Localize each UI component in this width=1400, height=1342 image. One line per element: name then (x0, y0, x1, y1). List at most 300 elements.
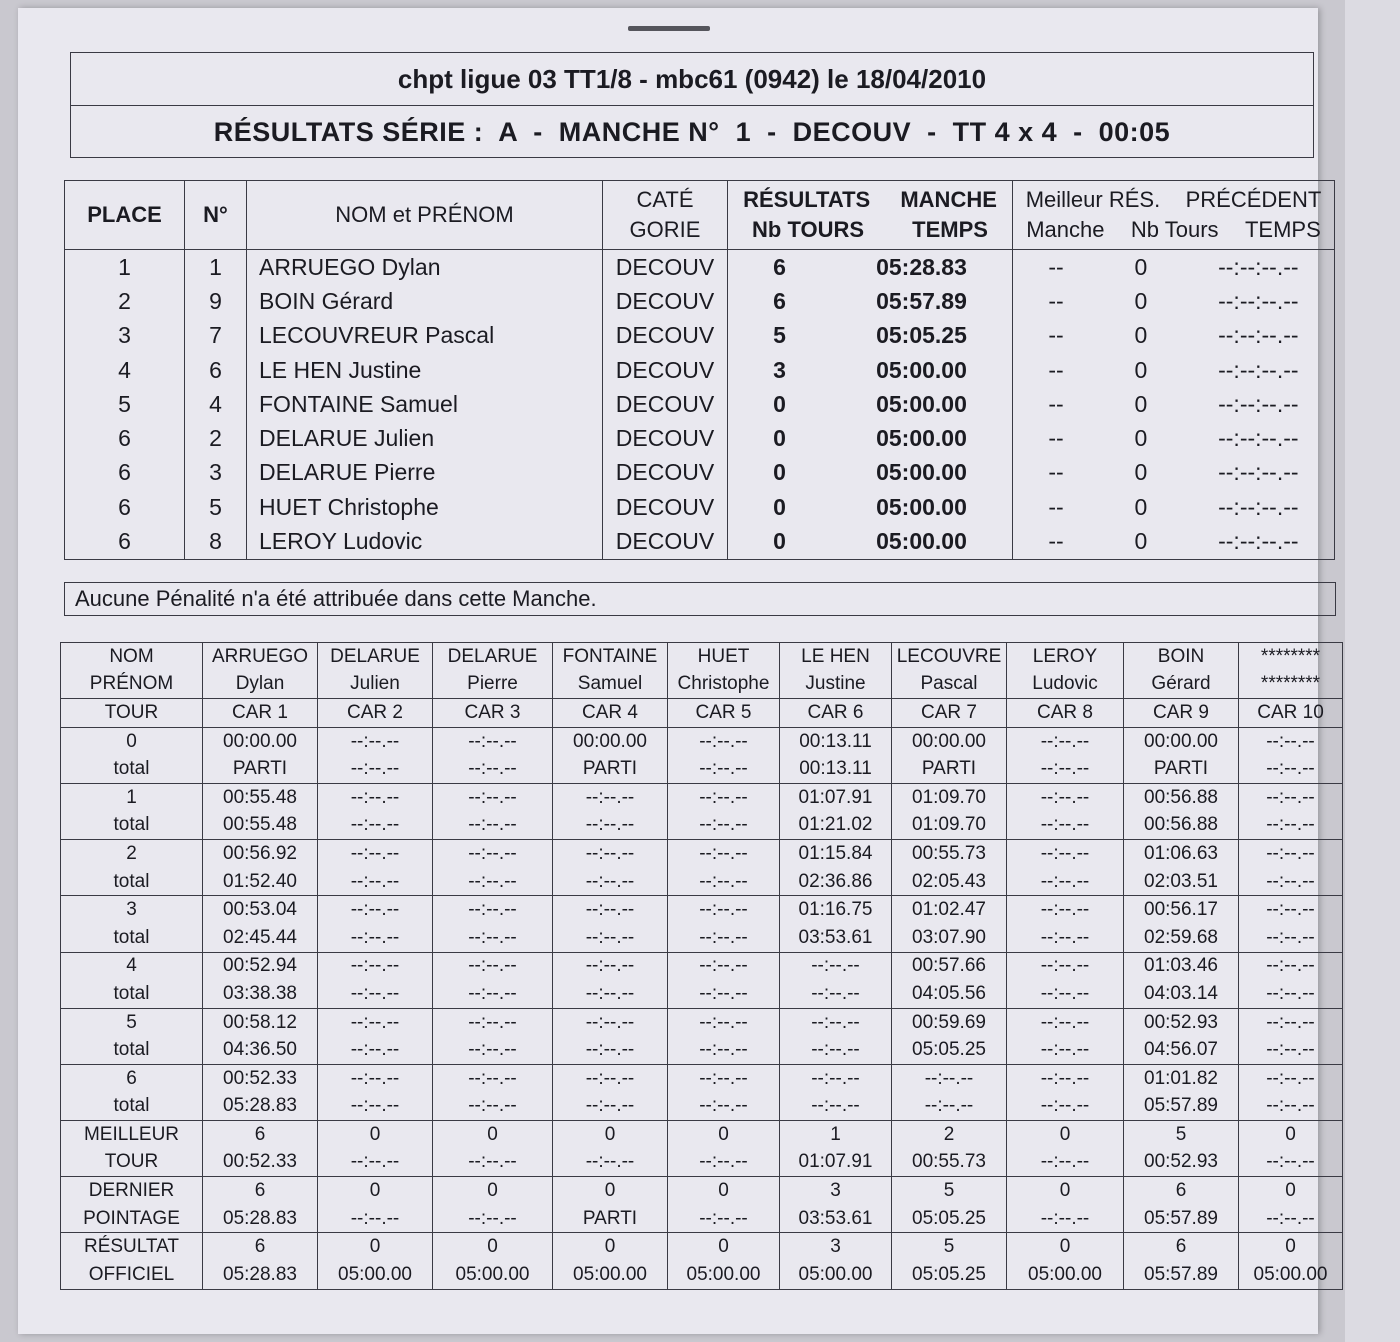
lap-time: --:--.-- (668, 896, 780, 924)
lap-time: --:--.-- (318, 1064, 433, 1092)
lap-time: --:--.-- (668, 952, 780, 980)
lap-total: --:--.-- (553, 868, 668, 896)
driver-firstname: Pierre (433, 671, 553, 699)
result-race (728, 421, 1013, 455)
lap-time: --:--.-- (668, 1008, 780, 1036)
lap-time: 3 (780, 1233, 892, 1261)
lap-total: 05:05.25 (892, 1036, 1007, 1064)
result-driver-name: ARRUEGO Dylan (247, 250, 603, 285)
lap-time: --:--.-- (318, 727, 433, 755)
lap-total: --:--.-- (1239, 1205, 1343, 1233)
lap-total: --:--.-- (780, 1036, 892, 1064)
prev-laps: 0 (1134, 459, 1148, 486)
lap-time: 0 (1239, 1177, 1343, 1205)
prev-manche: -- (1048, 253, 1064, 280)
lap-time: 0 (553, 1121, 668, 1149)
driver-lastname: LECOUVRE (892, 643, 1007, 671)
lap-total: --:--.-- (318, 812, 433, 840)
lap-time: --:--.-- (1007, 727, 1124, 755)
lap-time: 0 (1239, 1121, 1343, 1149)
result-previous (1013, 250, 1335, 285)
lap-time: --:--.-- (553, 896, 668, 924)
lap-total: 05:05.25 (892, 1261, 1007, 1289)
driver-lastname: DELARUE (318, 643, 433, 671)
lap-total: 04:05.56 (892, 980, 1007, 1008)
prev-manche: -- (1048, 356, 1064, 383)
lap-time: 3 (780, 1177, 892, 1205)
prev-manche: -- (1048, 425, 1064, 452)
lap-total-row (61, 755, 1343, 783)
lap-total: 05:00.00 (668, 1261, 780, 1289)
lap-label: DERNIER (61, 1177, 203, 1205)
lap-label-total: total (61, 980, 203, 1008)
lap-time: 0 (668, 1121, 780, 1149)
lap-time: 00:52.94 (203, 952, 318, 980)
lap-total: --:--.-- (553, 980, 668, 1008)
prev-manche: -- (1048, 459, 1064, 486)
car-label: CAR 2 (318, 699, 433, 728)
lap-total: --:--.-- (433, 1205, 553, 1233)
col-place: PLACE (65, 181, 185, 250)
lap-total: 04:03.14 (1124, 980, 1239, 1008)
prev-time: --:--:--.-- (1218, 356, 1299, 383)
prev-time: --:--:--.-- (1218, 287, 1299, 314)
lap-time: --:--.-- (553, 1064, 668, 1092)
lap-label-total: total (61, 868, 203, 896)
result-race (728, 353, 1013, 387)
prev-laps: 0 (1134, 253, 1148, 280)
lap-total: --:--.-- (433, 755, 553, 783)
lap-time: 00:00.00 (892, 727, 1007, 755)
car-label: CAR 7 (892, 699, 1007, 728)
lap-total: --:--.-- (553, 1149, 668, 1177)
label-nom: NOM (61, 643, 203, 671)
result-category: DECOUV (603, 387, 728, 421)
lap-label-total: TOUR (61, 1149, 203, 1177)
result-place: 1 (65, 250, 185, 285)
lap-time: --:--.-- (1239, 840, 1343, 868)
col-num: N° (185, 181, 247, 250)
lap-label: RÉSULTAT (61, 1233, 203, 1261)
result-row (65, 524, 1335, 559)
lap-label-total: total (61, 1036, 203, 1064)
lap-total: --:--.-- (318, 1093, 433, 1121)
lap-time: 0 (433, 1121, 553, 1149)
lap-label: 1 (61, 783, 203, 811)
lap-total: --:--.-- (1007, 868, 1124, 896)
lap-total: --:--.-- (668, 1036, 780, 1064)
result-place: 6 (65, 490, 185, 524)
lap-total-row (61, 1036, 1343, 1064)
lap-time: 0 (668, 1177, 780, 1205)
result-previous (1013, 387, 1335, 421)
lap-time: --:--.-- (1239, 783, 1343, 811)
driver-firstname: Ludovic (1007, 671, 1124, 699)
result-place: 2 (65, 284, 185, 318)
lap-time: --:--.-- (1007, 840, 1124, 868)
lap-total: --:--.-- (318, 755, 433, 783)
lap-time: 00:56.92 (203, 840, 318, 868)
lap-total: PARTI (203, 755, 318, 783)
lap-label-total: total (61, 812, 203, 840)
driver-firstname: Dylan (203, 671, 318, 699)
lap-total: --:--.-- (433, 1036, 553, 1064)
lap-total: --:--.-- (668, 868, 780, 896)
lap-total: --:--.-- (433, 1149, 553, 1177)
lap-total: --:--.-- (433, 812, 553, 840)
lap-time: --:--.-- (433, 952, 553, 980)
result-time: 05:28.83 (876, 253, 967, 280)
lap-total: 03:38.38 (203, 980, 318, 1008)
lap-time: --:--.-- (1007, 783, 1124, 811)
lap-time: 0 (433, 1177, 553, 1205)
lap-total: --:--.-- (1007, 1149, 1124, 1177)
prev-time: --:--:--.-- (1218, 425, 1299, 452)
lap-total: --:--.-- (318, 868, 433, 896)
lap-time: 0 (553, 1177, 668, 1205)
result-race (728, 250, 1013, 285)
lap-time: 1 (780, 1121, 892, 1149)
result-driver-name: LECOUVREUR Pascal (247, 319, 603, 353)
col-previous: Meilleur RÉS. PRÉCÉDENT Manche Nb Tours TEMPS (1013, 181, 1335, 250)
lap-time: --:--.-- (1007, 1008, 1124, 1036)
result-laps: 0 (773, 390, 786, 417)
result-laps: 0 (773, 425, 786, 452)
result-race (728, 387, 1013, 421)
lap-total: --:--.-- (553, 812, 668, 840)
prev-laps: 0 (1134, 493, 1148, 520)
lap-total: 04:56.07 (1124, 1036, 1239, 1064)
lap-time: --:--.-- (318, 1008, 433, 1036)
lap-total-row (61, 812, 1343, 840)
staple (628, 26, 710, 31)
lap-time: 00:52.33 (203, 1064, 318, 1092)
lap-time: 00:56.88 (1124, 783, 1239, 811)
car-label: CAR 5 (668, 699, 780, 728)
lap-total: --:--.-- (668, 812, 780, 840)
result-previous (1013, 421, 1335, 455)
lap-time: 00:00.00 (553, 727, 668, 755)
car-label: CAR 4 (553, 699, 668, 728)
result-driver-name: LE HEN Justine (247, 353, 603, 387)
prev-manche: -- (1048, 493, 1064, 520)
lap-label: 2 (61, 840, 203, 868)
lap-time: 01:09.70 (892, 783, 1007, 811)
lap-total: --:--.-- (1007, 1036, 1124, 1064)
result-place: 6 (65, 421, 185, 455)
results-table (64, 180, 1335, 560)
lap-total-row (61, 924, 1343, 952)
lap-total: 05:00.00 (433, 1261, 553, 1289)
lap-row (61, 896, 1343, 924)
lap-total: --:--.-- (1239, 1093, 1343, 1121)
lap-time: --:--.-- (668, 783, 780, 811)
lap-time: 00:52.93 (1124, 1008, 1239, 1036)
lap-total-row (61, 1149, 1343, 1177)
lap-time: 2 (892, 1121, 1007, 1149)
result-row (65, 319, 1335, 353)
lap-total: --:--.-- (668, 1093, 780, 1121)
lap-total: --:--.-- (318, 1205, 433, 1233)
result-row (65, 490, 1335, 524)
result-row (65, 387, 1335, 421)
driver-lastname: LE HEN (780, 643, 892, 671)
result-row (65, 353, 1335, 387)
result-place: 5 (65, 387, 185, 421)
lap-total: --:--.-- (433, 980, 553, 1008)
result-driver-name: DELARUE Julien (247, 421, 603, 455)
lap-total: --:--.-- (1007, 1093, 1124, 1121)
result-previous (1013, 319, 1335, 353)
result-place: 3 (65, 319, 185, 353)
result-number: 7 (185, 319, 247, 353)
label-prenom: PRÉNOM (61, 671, 203, 699)
car-label: CAR 3 (433, 699, 553, 728)
lap-time: 01:02.47 (892, 896, 1007, 924)
lap-total: --:--.-- (433, 924, 553, 952)
lap-total: 00:52.93 (1124, 1149, 1239, 1177)
lap-total: 01:09.70 (892, 812, 1007, 840)
result-driver-name: FONTAINE Samuel (247, 387, 603, 421)
lap-total: 01:52.40 (203, 868, 318, 896)
lap-total: --:--.-- (1007, 812, 1124, 840)
lap-total: --:--.-- (1239, 1036, 1343, 1064)
prev-time: --:--:--.-- (1218, 390, 1299, 417)
prev-laps: 0 (1134, 356, 1148, 383)
lap-time: --:--.-- (433, 783, 553, 811)
lap-total: --:--.-- (1239, 868, 1343, 896)
lap-time: 00:57.66 (892, 952, 1007, 980)
lap-row (61, 1233, 1343, 1261)
result-row (65, 284, 1335, 318)
lap-time: 6 (203, 1177, 318, 1205)
result-race (728, 456, 1013, 490)
lap-total: --:--.-- (668, 1205, 780, 1233)
result-laps: 6 (773, 253, 786, 280)
lap-total: 01:21.02 (780, 812, 892, 840)
lap-label: MEILLEUR (61, 1121, 203, 1149)
result-number: 8 (185, 524, 247, 559)
lap-label: 6 (61, 1064, 203, 1092)
lap-row (61, 1064, 1343, 1092)
lap-time: 6 (1124, 1177, 1239, 1205)
lap-time: 6 (203, 1121, 318, 1149)
lap-time: --:--.-- (433, 1008, 553, 1036)
lap-label-total: total (61, 924, 203, 952)
lap-total: --:--.-- (1239, 924, 1343, 952)
lap-total: --:--.-- (892, 1093, 1007, 1121)
driver-lastname: HUET (668, 643, 780, 671)
result-previous (1013, 524, 1335, 559)
prev-laps: 0 (1134, 425, 1148, 452)
col-category: CATÉ GORIE (603, 181, 728, 250)
lap-time: --:--.-- (553, 952, 668, 980)
result-time: 05:00.00 (876, 356, 967, 383)
lap-time: --:--.-- (1007, 896, 1124, 924)
result-time: 05:00.00 (876, 493, 967, 520)
lap-total: 05:28.83 (203, 1205, 318, 1233)
lap-total: --:--.-- (433, 868, 553, 896)
lap-label: 3 (61, 896, 203, 924)
lap-total: --:--.-- (668, 755, 780, 783)
lap-label-total: total (61, 755, 203, 783)
lap-total: --:--.-- (1007, 1205, 1124, 1233)
lap-row (61, 952, 1343, 980)
lap-time: --:--.-- (1239, 1064, 1343, 1092)
lap-total: --:--.-- (1239, 755, 1343, 783)
lap-label-total: total (61, 1093, 203, 1121)
lap-total: PARTI (553, 1205, 668, 1233)
lap-time: --:--.-- (668, 727, 780, 755)
lap-time: --:--.-- (1239, 896, 1343, 924)
result-number: 1 (185, 250, 247, 285)
prev-time: --:--:--.-- (1218, 253, 1299, 280)
driver-firstname: Justine (780, 671, 892, 699)
car-label: CAR 1 (203, 699, 318, 728)
lap-total: 02:59.68 (1124, 924, 1239, 952)
lap-total: 05:28.83 (203, 1093, 318, 1121)
result-time: 05:57.89 (876, 287, 967, 314)
car-label: CAR 10 (1239, 699, 1343, 728)
result-previous (1013, 353, 1335, 387)
lap-time: 00:53.04 (203, 896, 318, 924)
result-driver-name: LEROY Ludovic (247, 524, 603, 559)
lap-row (61, 840, 1343, 868)
col-results: RÉSULTATS MANCHE Nb TOURS TEMPS (728, 181, 1013, 250)
lap-row (61, 1121, 1343, 1149)
prev-manche: -- (1048, 390, 1064, 417)
lap-time: 0 (318, 1233, 433, 1261)
result-laps: 5 (773, 322, 786, 349)
lap-total: --:--.-- (318, 1036, 433, 1064)
prev-time: --:--:--.-- (1218, 322, 1299, 349)
prev-laps: 0 (1134, 390, 1148, 417)
lap-time: 01:03.46 (1124, 952, 1239, 980)
lap-total: 05:57.89 (1124, 1261, 1239, 1289)
prev-laps: 0 (1134, 322, 1148, 349)
lap-time: --:--.-- (318, 896, 433, 924)
lap-total: 05:00.00 (553, 1261, 668, 1289)
result-category: DECOUV (603, 456, 728, 490)
driver-firstname: Christophe (668, 671, 780, 699)
lap-label-total: POINTAGE (61, 1205, 203, 1233)
lap-time: --:--.-- (433, 727, 553, 755)
lap-total: --:--.-- (1007, 924, 1124, 952)
driver-lastname: BOIN (1124, 643, 1239, 671)
lap-time: --:--.-- (553, 840, 668, 868)
lap-time: 5 (892, 1233, 1007, 1261)
result-previous (1013, 284, 1335, 318)
lap-total: 02:05.43 (892, 868, 1007, 896)
lap-label: 4 (61, 952, 203, 980)
result-laps: 3 (773, 356, 786, 383)
lap-label: 0 (61, 727, 203, 755)
driver-firstname: Julien (318, 671, 433, 699)
lap-total: PARTI (1124, 755, 1239, 783)
lap-time: --:--.-- (318, 840, 433, 868)
driver-lastname: ******** (1239, 643, 1343, 671)
event-title: chpt ligue 03 TT1/8 - mbc61 (0942) le 18/04/2010 (71, 53, 1313, 106)
prev-manche: -- (1048, 322, 1064, 349)
lap-time: --:--.-- (892, 1064, 1007, 1092)
driver-firstname-row (61, 671, 1343, 699)
series-subtitle: RÉSULTATS SÉRIE : A - MANCHE N° 1 - DECOUV - TT 4 x 4 - 00:05 (213, 117, 1171, 147)
prev-time: --:--:--.-- (1218, 528, 1299, 555)
result-category: DECOUV (603, 421, 728, 455)
lap-total: 02:03.51 (1124, 868, 1239, 896)
lap-total: 00:13.11 (780, 755, 892, 783)
result-race (728, 319, 1013, 353)
driver-firstname: Gérard (1124, 671, 1239, 699)
lap-total-row (61, 980, 1343, 1008)
result-row (65, 421, 1335, 455)
lap-time: 6 (1124, 1233, 1239, 1261)
lap-total: --:--.-- (553, 924, 668, 952)
lap-row (61, 727, 1343, 755)
lap-total: --:--.-- (1239, 812, 1343, 840)
result-category: DECOUV (603, 353, 728, 387)
result-row (65, 456, 1335, 490)
lap-time: --:--.-- (1239, 727, 1343, 755)
lap-time: 00:00.00 (203, 727, 318, 755)
lap-total: 03:53.61 (780, 1205, 892, 1233)
lap-time: --:--.-- (1239, 1008, 1343, 1036)
lap-total: --:--.-- (668, 980, 780, 1008)
prev-time: --:--:--.-- (1218, 459, 1299, 486)
car-label: CAR 6 (780, 699, 892, 728)
result-category: DECOUV (603, 284, 728, 318)
result-laps: 6 (773, 287, 786, 314)
lap-times-table (60, 642, 1343, 1290)
result-number: 5 (185, 490, 247, 524)
header-box (70, 52, 1314, 158)
lap-time: --:--.-- (553, 783, 668, 811)
car-label: CAR 8 (1007, 699, 1124, 728)
result-laps: 0 (773, 459, 786, 486)
lap-time: 00:59.69 (892, 1008, 1007, 1036)
driver-lastname: ARRUEGO (203, 643, 318, 671)
lap-total: 05:00.00 (1007, 1261, 1124, 1289)
lap-time: 01:07.91 (780, 783, 892, 811)
result-time: 05:00.00 (876, 528, 967, 555)
lap-time: 01:15.84 (780, 840, 892, 868)
lap-time: 00:00.00 (1124, 727, 1239, 755)
result-place: 4 (65, 353, 185, 387)
driver-lastname: LEROY (1007, 643, 1124, 671)
result-time: 05:00.00 (876, 390, 967, 417)
lap-total: --:--.-- (433, 1093, 553, 1121)
lap-time: 00:56.17 (1124, 896, 1239, 924)
lap-time: --:--.-- (318, 783, 433, 811)
result-category: DECOUV (603, 250, 728, 285)
lap-row (61, 1008, 1343, 1036)
lap-label: 5 (61, 1008, 203, 1036)
lap-time: --:--.-- (433, 840, 553, 868)
result-category: DECOUV (603, 490, 728, 524)
lap-total: 00:56.88 (1124, 812, 1239, 840)
lap-time: 01:01.82 (1124, 1064, 1239, 1092)
car-row (61, 699, 1343, 728)
lap-total: --:--.-- (668, 1149, 780, 1177)
lap-time: 00:13.11 (780, 727, 892, 755)
driver-name-row (61, 643, 1343, 671)
lap-time: --:--.-- (1007, 952, 1124, 980)
lap-total: --:--.-- (318, 1149, 433, 1177)
lap-total: --:--.-- (553, 1093, 668, 1121)
result-row (65, 250, 1335, 285)
lap-time: 0 (1007, 1177, 1124, 1205)
prev-manche: -- (1048, 528, 1064, 555)
